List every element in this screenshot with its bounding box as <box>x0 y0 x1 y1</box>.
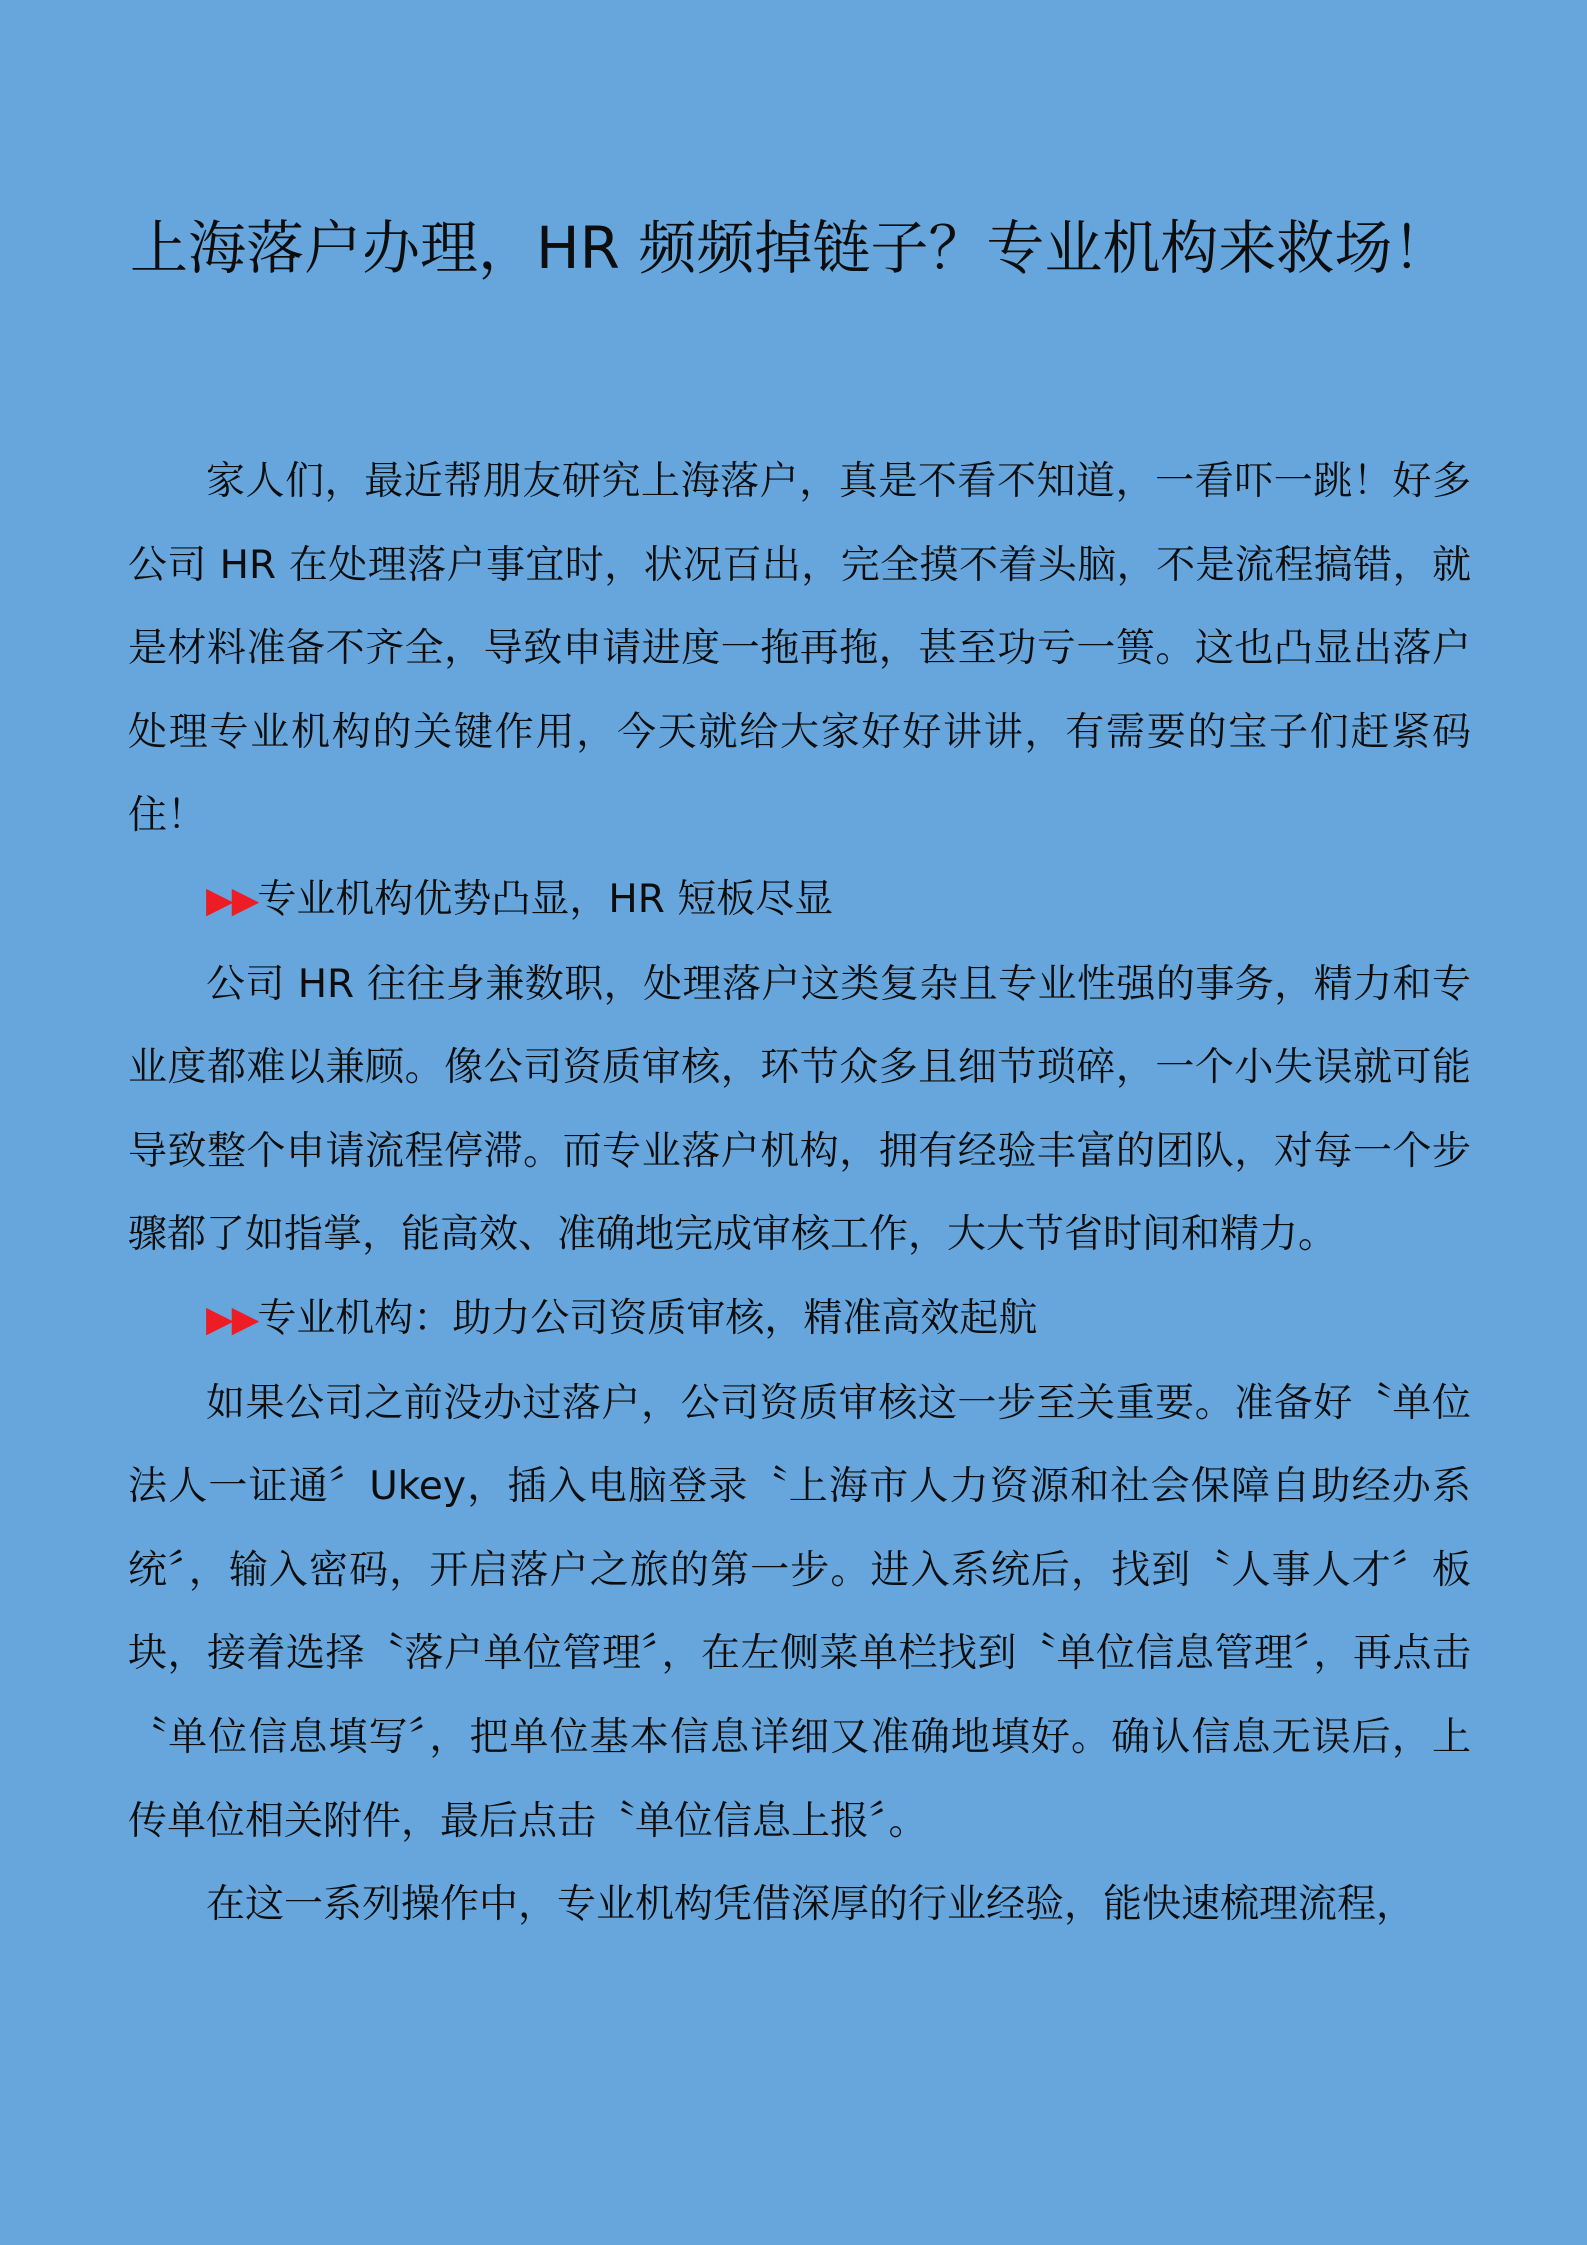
intro-paragraph: 家人们，最近帮朋友研究上海落户，真是不看不知道，一看吓一跳！好多公司 HR 在处理落户事宜时，状况百出，完全摸不着头脑，不是流程搞错，就是材料准备不齐全，导致申请进度一拖再拖，甚至功亏一篑。这也凸显出落户处理专业机构的关键作用，今天就给大家好好讲讲，有需要的宝子们赶紧码住！ <box>128 459 1471 839</box>
document-title: 上海落户办理，HR 频频掉链子？专业机构来救场！ <box>130 214 1451 282</box>
closing-paragraph: 在这一系列操作中，专业机构凭借深厚的行业经验，能快速梳理流程， <box>206 1882 1416 1928</box>
subheading-text: 专业机构优势凸显，HR 短板尽显 <box>257 876 834 922</box>
double-arrow-icon: ▶▶ <box>206 879 258 921</box>
subheading-advantages <box>128 858 1471 943</box>
advantages-paragraph: 公司 HR 往往身兼数职，处理落户这类复杂且专业性强的事务，精力和专业度都难以兼顾。像公司资质审核，环节众多且细节琐碎，一个小失误就可能导致整个申请流程停滞。而专业落户机构，拥有经验丰富的团队，对每一个步骤都了如指掌，能高效、准确地完成审核工作，大大节省时间和精力。 <box>128 961 1471 1258</box>
subheading-qualification-review <box>128 1277 1471 1362</box>
subheading-text: 专业机构：助力公司资质审核，精准高效起航 <box>257 1295 1038 1341</box>
double-arrow-icon: ▶▶ <box>206 1298 258 1340</box>
qualification-paragraph: 如果公司之前没办过落户，公司资质审核这一步至关重要。准备好〝单位法人一证通〞Ukey，插入电脑登录〝上海市人力资源和社会保障自助经办系统〞，输入密码，开启落户之旅的第一步。进入系统后，找到〝人事人才〞板块，接着选择〝落户单位管理〞，在左侧菜单栏找到〝单位信息管理〞，再点击〝单位信息填写〞，把单位基本信息详细又准确地填好。确认信息无误后，上传单位相关附件，最后点击〝单位信息上报〞。 <box>128 1380 1471 1844</box>
document-body <box>128 440 1471 1947</box>
